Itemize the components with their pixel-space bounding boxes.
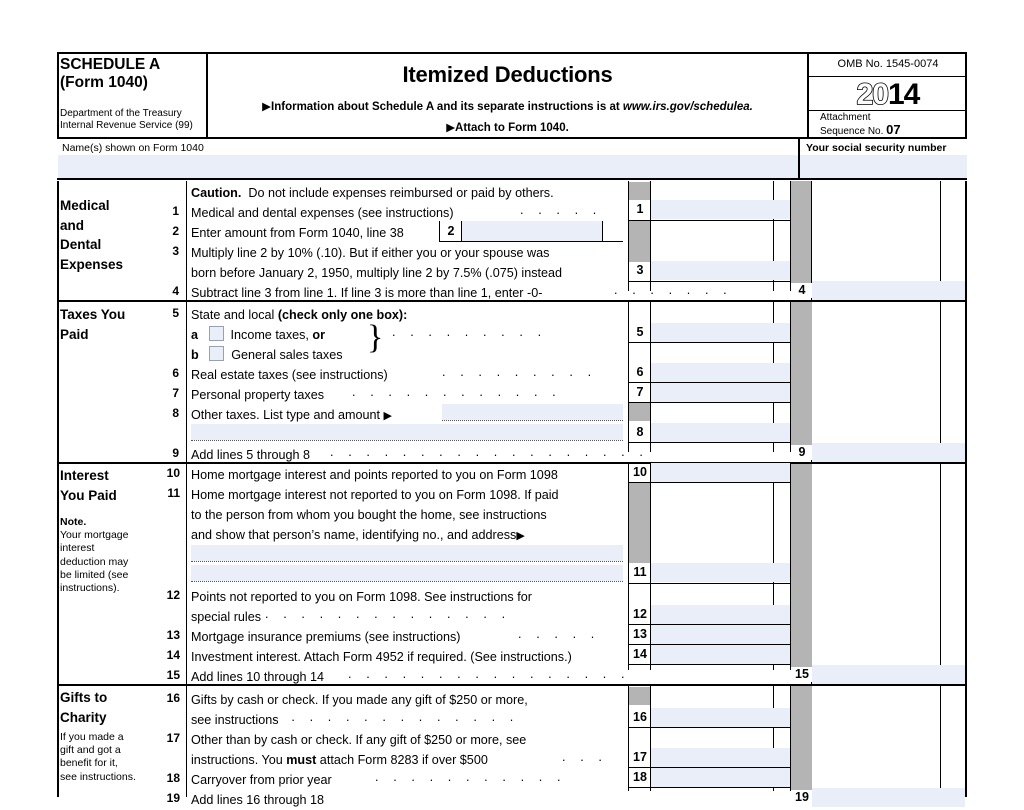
triangle-right-icon-3: ▶ bbox=[383, 410, 392, 422]
dept-line1: Department of the Treasury bbox=[60, 108, 182, 119]
interest-note-line-1: Your mortgage bbox=[60, 529, 129, 542]
line-8-writein-2-rule bbox=[191, 440, 623, 441]
line-11-text-c bbox=[191, 525, 525, 546]
line-19-numbox: 19 bbox=[791, 790, 813, 805]
line-11-number: 11 bbox=[167, 486, 180, 500]
interest-note-line-3: deduction may bbox=[60, 555, 129, 568]
line-16-number: 16 bbox=[166, 691, 180, 705]
line-17-text-b3: attach Form 8283 if over $500 bbox=[316, 753, 488, 767]
line-8-writein-2[interactable] bbox=[191, 424, 623, 440]
checkbox-income-taxes[interactable] bbox=[209, 326, 224, 341]
line-16-text-a: Gifts by cash or check. If you made any gift of $250 or more, bbox=[191, 693, 528, 707]
attach-instructions-line bbox=[210, 120, 805, 134]
dept-line2: Internal Revenue Service (99) bbox=[60, 120, 193, 131]
caution-row bbox=[191, 183, 554, 203]
medical-cat-line-4: Expenses bbox=[60, 256, 124, 272]
name-label: Name(s) shown on Form 1040 bbox=[62, 142, 204, 154]
omb-number: OMB No. 1545-0074 bbox=[837, 58, 939, 70]
interest-cat-line-1: Interest bbox=[60, 468, 109, 483]
tax-year-solid: 14 bbox=[888, 78, 920, 111]
gray-spine-taxes bbox=[791, 302, 812, 452]
line-7-number: 7 bbox=[172, 386, 179, 400]
line-15-numbox: 15 bbox=[791, 667, 813, 682]
tax-year-outline: 20 bbox=[856, 78, 888, 111]
line-5-leader-dots: . . . . . . . . . bbox=[392, 325, 547, 339]
header-left-rule bbox=[57, 52, 59, 138]
line-16-text-b: see instructions bbox=[191, 713, 279, 727]
line-10-text: Home mortgage interest and points reported to you on Form 1098 bbox=[191, 468, 558, 482]
line-3-amount-input[interactable] bbox=[651, 261, 790, 280]
line-18-leader-dots: . . . . . . . . . . . bbox=[375, 770, 567, 784]
line-12-amount-input[interactable] bbox=[651, 605, 790, 624]
gray-spine-medical bbox=[791, 181, 812, 291]
interest-note-bold: Note. bbox=[60, 516, 87, 528]
line-8-gray-block bbox=[629, 403, 650, 421]
line-5-amount-input[interactable] bbox=[651, 323, 790, 342]
triangle-right-icon-2: ▶ bbox=[446, 122, 456, 134]
line-12-number: 12 bbox=[166, 588, 180, 602]
line-10-number: 10 bbox=[166, 466, 180, 480]
interest-note-line-2: interest bbox=[60, 542, 95, 555]
line-18-number: 18 bbox=[166, 771, 180, 785]
line-16-gray-block bbox=[629, 687, 650, 705]
line-11-numbox: 11 bbox=[633, 565, 647, 579]
line-1-number: 1 bbox=[172, 204, 179, 218]
line-2-amount-input[interactable] bbox=[462, 221, 602, 241]
line-15-text: Add lines 10 through 14 bbox=[191, 670, 325, 684]
line-16-amount-input[interactable] bbox=[651, 708, 790, 727]
line-10-amount-input[interactable] bbox=[651, 463, 790, 482]
line-8-numbox: 8 bbox=[636, 425, 644, 439]
line-3-text-a: Multiply line 2 by 10% (.10). But if either you or your spouse was bbox=[191, 246, 550, 260]
line-11-text-c-label: and show that person’s name, identifying no., and address bbox=[191, 528, 517, 542]
line-2-text: Enter amount from Form 1040, line 38 bbox=[191, 226, 404, 240]
line-7-text: Personal property taxes bbox=[191, 388, 325, 402]
line-11-writein-2[interactable] bbox=[191, 565, 623, 581]
line-17-amount-input[interactable] bbox=[651, 748, 790, 767]
line-8-bottom-rule bbox=[628, 442, 791, 443]
line-5a-text: Income taxes, bbox=[230, 328, 313, 342]
line-10-bottom-rule bbox=[628, 482, 791, 483]
line-18-bottom-rule bbox=[628, 787, 791, 788]
line-12-text-b: special rules bbox=[191, 610, 261, 624]
interest-section-bottom-rule bbox=[57, 684, 967, 686]
line-5-bottom-rule bbox=[628, 342, 791, 343]
line-4-number: 4 bbox=[172, 284, 179, 298]
attachment-label-1: Attachment bbox=[820, 112, 871, 123]
line-6-text: Real estate taxes (see instructions) bbox=[191, 368, 388, 382]
line-5a-or: or bbox=[312, 328, 326, 342]
line-4-amount-input[interactable] bbox=[812, 281, 965, 300]
line-1-bottom-rule bbox=[628, 220, 791, 221]
line-11-text-b: to the person from whom you bought the home, see instructions bbox=[191, 508, 547, 522]
checkbox-general-sales-taxes[interactable] bbox=[209, 346, 224, 361]
line-5a-letter: a bbox=[191, 328, 199, 342]
line-9-text: Add lines 5 through 8 bbox=[191, 448, 311, 462]
line-12-numbox: 12 bbox=[633, 607, 647, 621]
charity-note-line-3: benefit for it, bbox=[60, 757, 118, 770]
line-3-text-b: born before January 2, 1950, multiply line 2 by 7.5% (.075) instead bbox=[191, 266, 563, 280]
interest-cat-line-2: You Paid bbox=[60, 487, 117, 503]
interest-note bbox=[60, 516, 184, 595]
schedule-title-line1: SCHEDULE A bbox=[60, 56, 161, 73]
line-6-number: 6 bbox=[172, 366, 179, 380]
medical-section-bottom-rule bbox=[57, 300, 967, 302]
line-9-leader-dots: . . . . . . . . . . . . . . . . . . bbox=[330, 445, 649, 459]
line-10-numbox: 10 bbox=[633, 465, 647, 479]
charity-cat-line-2: Charity bbox=[60, 709, 107, 725]
line-8-amount-input[interactable] bbox=[651, 423, 790, 442]
attachment-sequence bbox=[812, 112, 964, 137]
line-2-number: 2 bbox=[172, 224, 179, 238]
line-5-text-a: State and local bbox=[191, 308, 278, 322]
attachment-label-2: Sequence No. bbox=[820, 125, 884, 137]
line-9-number: 9 bbox=[172, 446, 179, 460]
gray-spine-charity bbox=[791, 686, 812, 791]
taxes-cat-line-1: Taxes You bbox=[60, 307, 126, 322]
line-14-text: Investment interest. Attach Form 4952 if required. (See instructions.) bbox=[191, 650, 572, 664]
line-7-leader-dots: . . . . . . . . . . . . bbox=[352, 385, 562, 399]
line-9-numbox: 9 bbox=[791, 445, 813, 460]
line-5b-row bbox=[191, 345, 343, 365]
line-15-amount-input[interactable] bbox=[812, 665, 965, 684]
line-1-amount-input[interactable] bbox=[651, 200, 790, 219]
charity-note-line-1: If you made a bbox=[60, 731, 124, 743]
charity-cat-line-1: Gifts to bbox=[60, 690, 108, 705]
line-8-writein-1-rule bbox=[442, 420, 623, 421]
line-15-leader-dots: . . . . . . . . . . . . . . . . bbox=[348, 667, 631, 681]
line-8-label: Other taxes. List type and amount bbox=[191, 408, 381, 422]
department-label bbox=[60, 108, 208, 132]
charity-note-line-4: see instructions. bbox=[60, 770, 136, 783]
header-bottom-rule bbox=[57, 137, 967, 139]
line-7-numbox: 7 bbox=[636, 385, 644, 399]
body-left-rule bbox=[57, 181, 59, 797]
line-11-writein-1-rule bbox=[191, 561, 623, 562]
line-13-text: Mortgage insurance premiums (see instructions) bbox=[191, 630, 461, 644]
caution-text: Do not include expenses reimbursed or paid by others. bbox=[248, 186, 554, 200]
line-2-3-gray-block bbox=[629, 221, 650, 262]
line-11-writein-2-rule bbox=[191, 581, 623, 582]
brace-icon: } bbox=[367, 319, 384, 356]
line-5a-row bbox=[191, 325, 325, 345]
line-18-amount-input[interactable] bbox=[651, 768, 790, 787]
ssn-divider bbox=[798, 139, 800, 179]
line-1-gray-block bbox=[629, 182, 650, 200]
line-13-amount-input[interactable] bbox=[651, 625, 790, 644]
line-6-amount-input[interactable] bbox=[651, 363, 790, 382]
line-1-numbox: 1 bbox=[636, 202, 644, 216]
line-18-text: Carryover from prior year bbox=[191, 773, 332, 787]
category-column-divider bbox=[186, 181, 187, 797]
line-19-number: 19 bbox=[166, 791, 180, 805]
info-url: www.irs.gov/schedulea. bbox=[622, 101, 753, 113]
triangle-right-icon: ▶ bbox=[262, 101, 272, 113]
line-7-amount-input[interactable] bbox=[651, 383, 790, 402]
line-5-number: 5 bbox=[172, 306, 179, 320]
line-13-leader-dots: . . . . . bbox=[518, 627, 600, 641]
line-14-numbox: 14 bbox=[633, 647, 647, 661]
name-row-bottom-rule bbox=[57, 178, 967, 180]
medical-cat-line-2: and bbox=[60, 217, 85, 233]
line-19-amount-input[interactable] bbox=[812, 788, 965, 807]
line-11-bottom-rule bbox=[628, 583, 791, 584]
line-5b-letter: b bbox=[191, 348, 199, 362]
schedule-title bbox=[60, 56, 205, 92]
info-text: Information about Schedule A and its separate instructions is at bbox=[271, 101, 623, 113]
page-title: Itemized Deductions bbox=[402, 62, 613, 87]
line-9-amount-input[interactable] bbox=[812, 443, 965, 462]
line-3-numbox: 3 bbox=[636, 263, 644, 277]
line-11-writein-1[interactable] bbox=[191, 545, 623, 561]
line-16-leader-dots: . . . . . . . . . . . . . . . bbox=[255, 710, 519, 724]
line-5-text-b: (check only one box): bbox=[277, 308, 408, 322]
line-1-text: Medical and dental expenses (see instructions) bbox=[191, 206, 454, 220]
line-6-numbox: 6 bbox=[636, 365, 644, 379]
line-17-number: 17 bbox=[166, 731, 180, 745]
line-5b-text: General sales taxes bbox=[231, 348, 343, 362]
charity-note-line-2: gift and got a bbox=[60, 744, 121, 757]
line-19-text: Add lines 16 through 18 bbox=[191, 793, 325, 807]
total-cents-divider bbox=[940, 181, 941, 797]
line-8-writein-1[interactable] bbox=[442, 404, 623, 420]
ssn-label: Your social security number bbox=[806, 142, 947, 154]
line-17-text-b bbox=[191, 750, 488, 770]
line-16-bottom-rule bbox=[628, 727, 791, 728]
taxes-cat-line-2: Paid bbox=[60, 326, 89, 342]
line-12-leader-dots: . . . . . . . . . . . . . . bbox=[265, 607, 511, 621]
line-17-must: must bbox=[286, 753, 317, 767]
line-13-number: 13 bbox=[166, 628, 180, 642]
attachment-sequence-number: 07 bbox=[886, 121, 901, 137]
line-14-amount-input[interactable] bbox=[651, 645, 790, 664]
caution-bold: Caution. bbox=[191, 186, 242, 200]
header-right-rule bbox=[965, 52, 967, 138]
medical-cat-line-3: Dental bbox=[60, 237, 102, 252]
line-17-text-a: Other than by cash or check. If any gift of $250 or more, see bbox=[191, 733, 527, 747]
body-right-rule bbox=[965, 181, 967, 797]
line-18-numbox: 18 bbox=[633, 770, 647, 784]
line-12-text-a: Points not reported to you on Form 1098. See instructions for bbox=[191, 590, 532, 604]
triangle-right-icon-4: ▶ bbox=[516, 530, 525, 542]
medical-cat-line-1: Medical bbox=[60, 198, 110, 213]
line-13-numbox: 13 bbox=[633, 627, 647, 641]
line-2-inline-numbox: 2 bbox=[447, 224, 455, 238]
line-14-bottom-rule bbox=[628, 664, 791, 665]
schedule-title-line2: (Form 1040) bbox=[60, 74, 148, 91]
info-instructions-line bbox=[210, 99, 805, 113]
line-11-text-a: Home mortgage interest not reported to you on Form 1098. If paid bbox=[191, 488, 559, 502]
line-7-bottom-rule bbox=[628, 402, 791, 403]
attach-text: Attach to Form 1040. bbox=[455, 122, 569, 134]
line-17-text-b1: instructions. You bbox=[191, 753, 287, 767]
interest-note-line-5: instructions). bbox=[60, 582, 120, 595]
name-input[interactable] bbox=[58, 155, 798, 178]
line-14-number: 14 bbox=[166, 648, 180, 662]
line-8-text bbox=[191, 405, 392, 426]
line-16-numbox: 16 bbox=[633, 710, 647, 724]
tax-year bbox=[812, 78, 964, 112]
interest-note-line-4: be limited (see bbox=[60, 568, 129, 581]
line-8-number: 8 bbox=[172, 406, 179, 420]
taxes-section-bottom-rule bbox=[57, 462, 967, 464]
line-15-number: 15 bbox=[166, 668, 180, 682]
gray-spine-interest bbox=[791, 464, 812, 670]
line-6-leader-dots: . . . . . . . . . bbox=[442, 365, 597, 379]
line-17-leader-dots: . . . bbox=[562, 750, 608, 764]
ssn-input[interactable] bbox=[800, 155, 967, 178]
line-2-cents-divider bbox=[602, 221, 603, 242]
line-11-gray-block bbox=[629, 483, 650, 563]
line-4-leader-dots: . . . . . . . bbox=[614, 283, 733, 297]
header-top-rule bbox=[57, 52, 967, 54]
line-1-leader-dots: . . . . . bbox=[520, 203, 602, 217]
line-5-numbox: 5 bbox=[636, 325, 644, 339]
line-4-numbox: 4 bbox=[791, 283, 813, 298]
line-17-numbox: 17 bbox=[633, 750, 647, 764]
line-11-amount-input[interactable] bbox=[651, 563, 790, 582]
header-divider-right bbox=[807, 52, 809, 138]
line-3-number: 3 bbox=[172, 244, 179, 258]
line-4-text: Subtract line 3 from line 1. If line 3 is more than line 1, enter -0- bbox=[191, 286, 543, 300]
